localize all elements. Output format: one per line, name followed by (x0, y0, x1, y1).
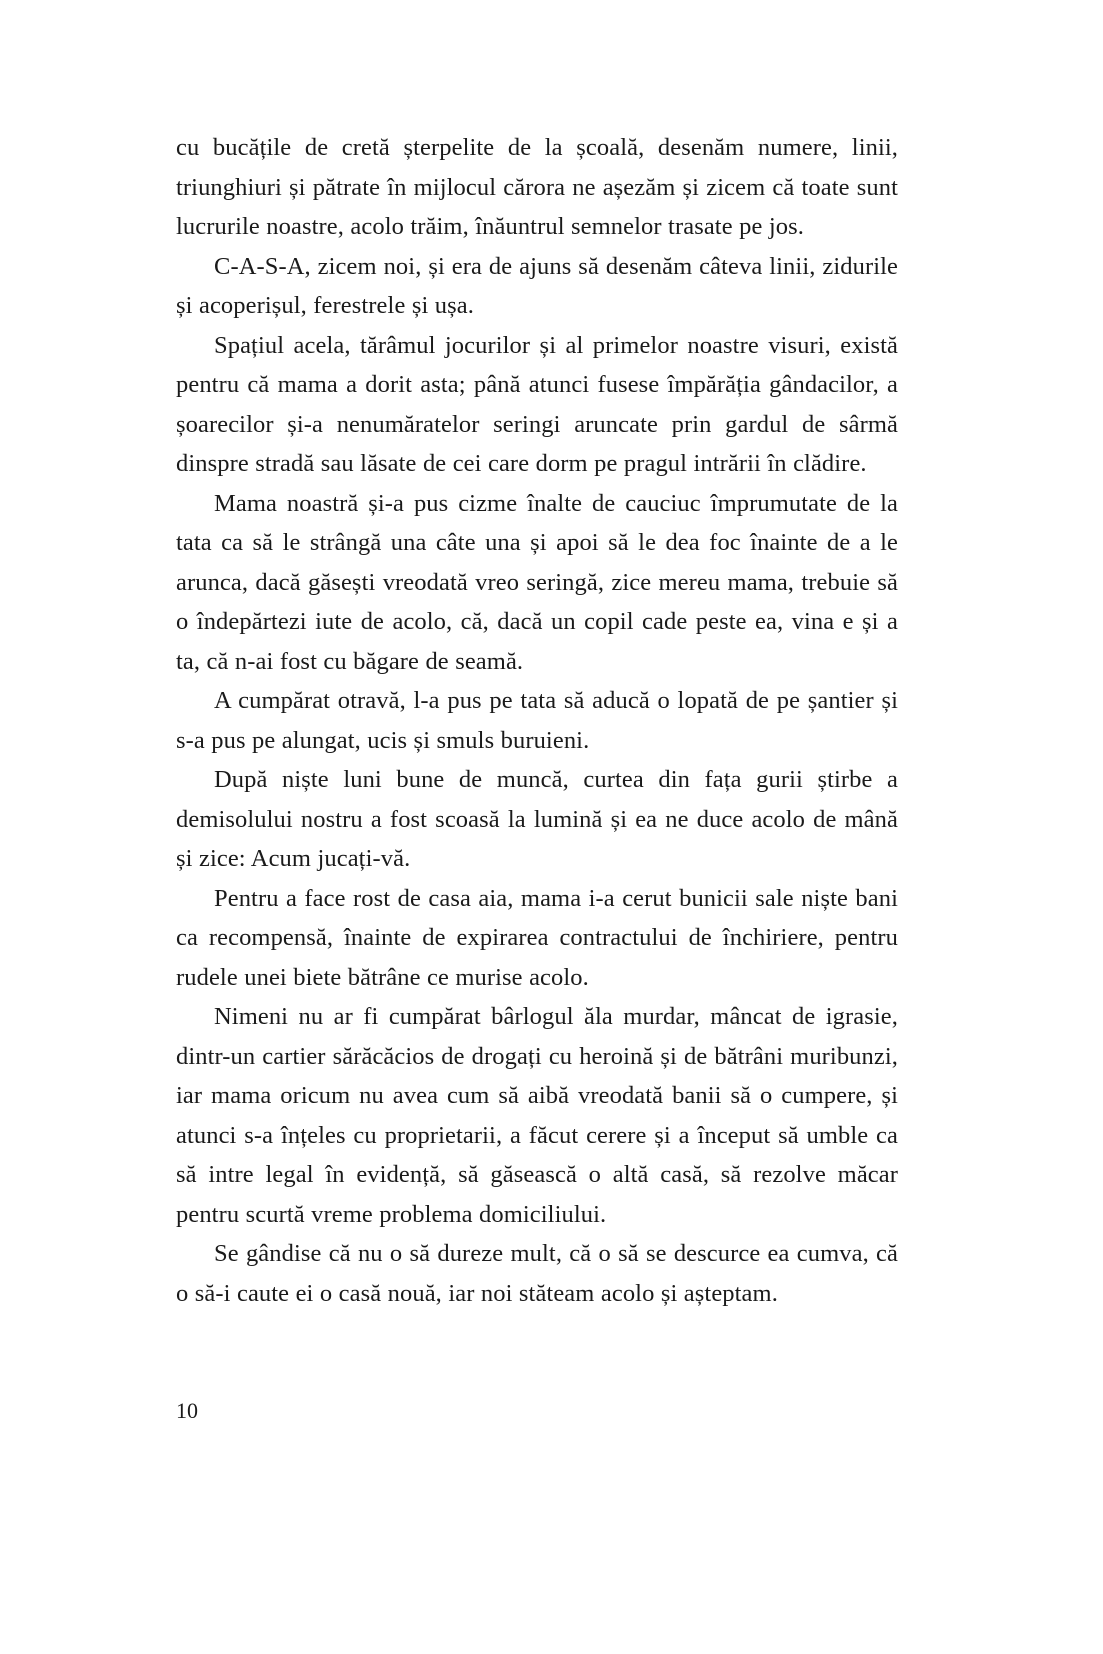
paragraph: A cumpărat otravă, l-a pus pe tata să aducă o lopată de pe șantier și s-a pus pe alungat, ucis și smuls buruieni. (176, 687, 898, 754)
paragraph: C-A-S-A, zicem noi, și era de ajuns să desenăm câteva linii, zidurile și acoperișul, ferestrele și ușa. (176, 252, 898, 319)
paragraph: Nimeni nu ar fi cumpărat bârlogul ăla murdar, mâncat de igrasie, dintr-un cartier sărăcăcios de drogați cu heroină și de bătrâni muribunzi, iar mama oricum nu avea cum să aibă vreodată banii să o cumpere, și atunci s-a înțeles cu proprietarii, a făcut cerere și a început să umble ca să intre legal în evidență, să găsească o altă casă, să rezolve măcar pentru scurtă vreme problema domiciliului. (176, 1003, 898, 1228)
paragraph: Spațiul acela, tărâmul jocurilor și al primelor noastre visuri, există pentru că mama a dorit asta; până atunci fusese împărăția gândacilor, a șoarecilor și-a nenumăratelor seringi aruncate prin gardul de sârmă dinspre stradă sau lăsate de cei care dorm pe pragul intrării în clădire. (176, 331, 898, 477)
paragraph: Pentru a face rost de casa aia, mama i-a cerut bunicii sale niște bani ca recompensă, înainte de expirarea contractului de închiriere, pentru rudele unei biete bătrâne ce murise acolo. (176, 884, 898, 991)
body-text (176, 128, 898, 1313)
paragraph: După niște luni bune de muncă, curtea din fața gurii știrbe a demisolului nostru a fost scoasă la lumină și ea ne duce acolo de mână și zice: Acum jucați-vă. (176, 766, 898, 872)
paragraph: Se gândise că nu o să dureze mult, că o să se descurce ea cumva, că o să-i caute ei o casă nouă, iar noi stăteam acolo și așteptam. (176, 1240, 898, 1307)
paragraph: Mama noastră și-a pus cizme înalte de cauciuc împrumutate de la tata ca să le strângă una câte una și apoi să le dea foc înainte de a le arunca, dacă găsești vreodată vreo seringă, zice mereu mama, trebuie să o îndepărtezi iute de acolo, că, dacă un copil cade peste ea, vina e și a ta, că n-ai fost cu băgare de seamă. (176, 489, 898, 675)
page-number: 10 (176, 1398, 198, 1423)
paragraph: cu bucățile de cretă șterpelite de la școală, desenăm numere, linii, triunghiuri și pătrate în mijlocul cărora ne așezăm și zicem că toate sunt lucrurile noastre, acolo trăim, înăuntrul semnelor trasate pe jos. (176, 134, 898, 240)
